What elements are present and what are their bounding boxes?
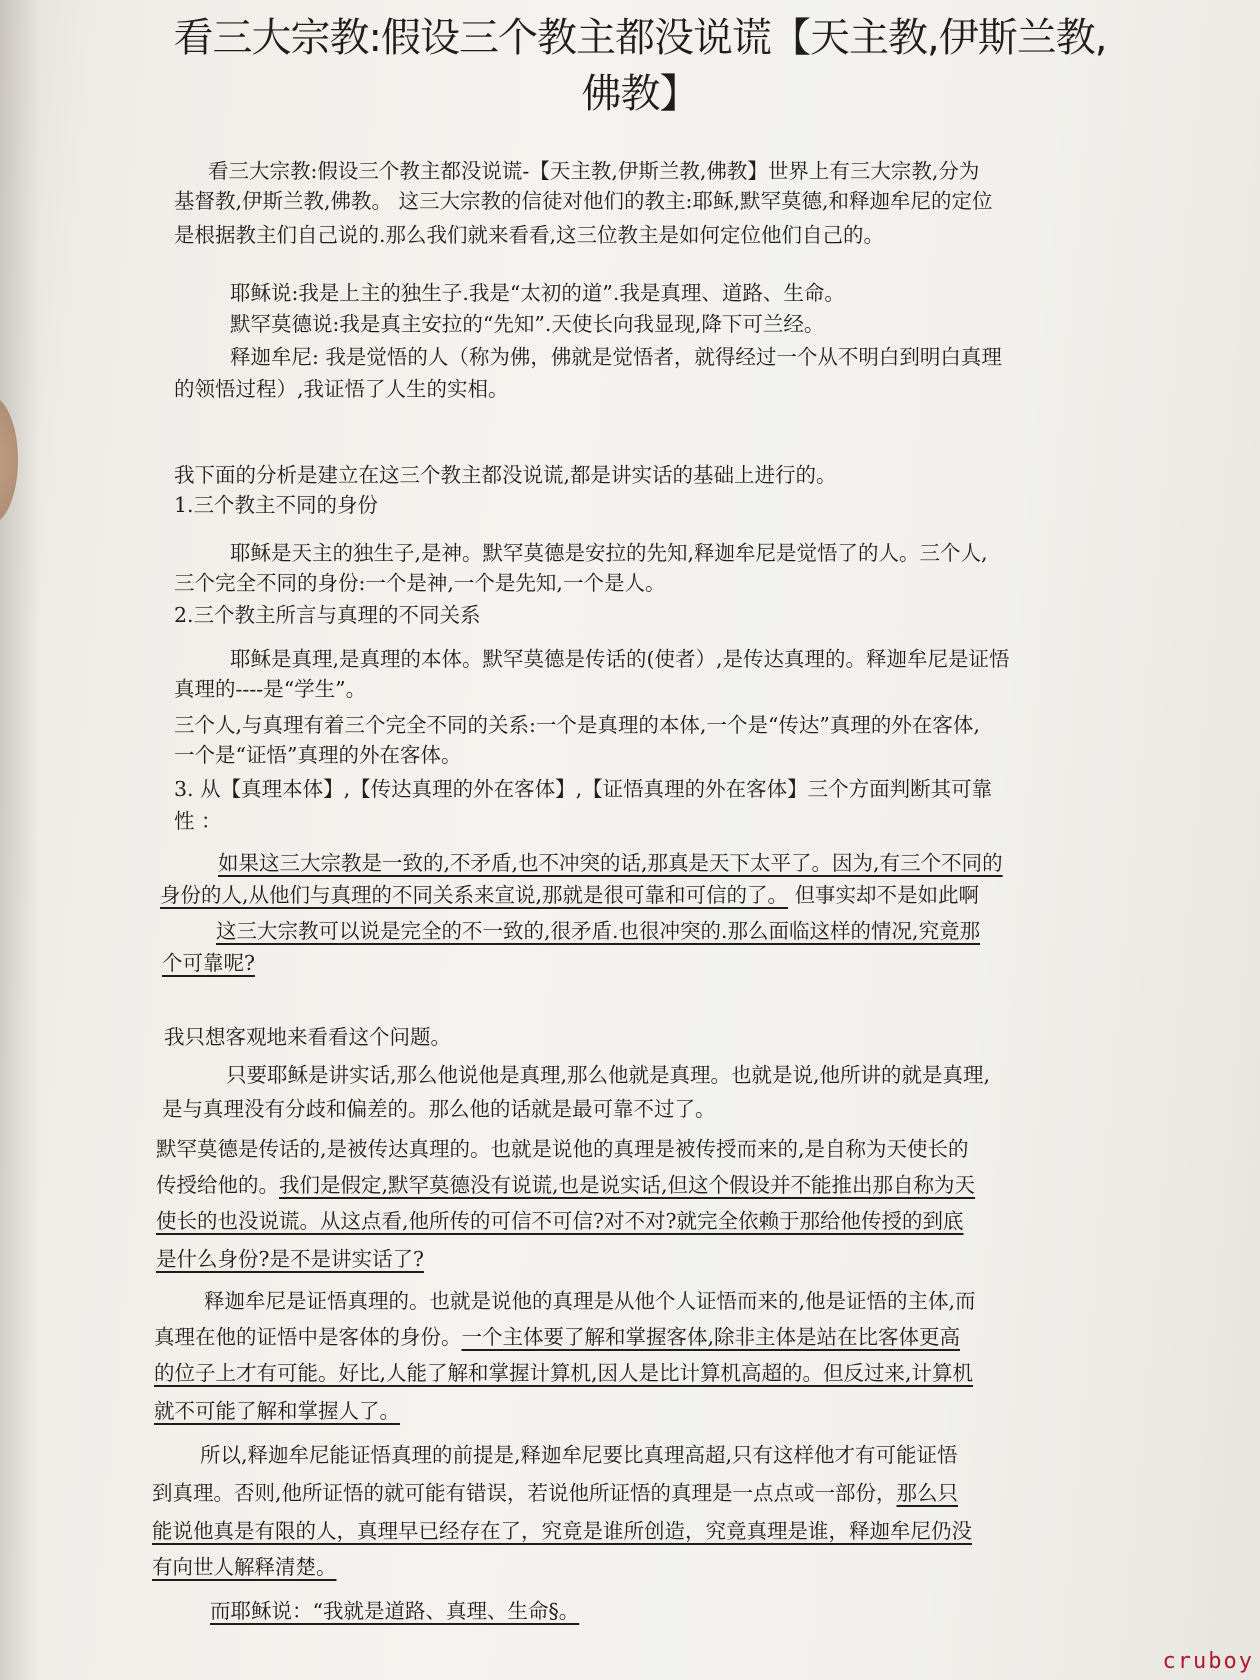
underlined-line: 能说他真是有限的人，真理早已经存在了，究竟是谁所创造，究竟真理是谁，释迦牟尼仍没 bbox=[152, 1519, 972, 1543]
paragraph-line bbox=[160, 880, 979, 910]
title-line-1: 看三大宗教:假设三个教主都没说谎【天主教,伊斯兰教, bbox=[173, 15, 1107, 61]
paragraph-line: 是与真理没有分歧和偏差的。那么他的话就是最可靠不过了。 bbox=[162, 1097, 716, 1121]
buddha-quote-cont: 的领悟过程）,我证悟了人生的实相。 bbox=[174, 377, 509, 401]
intro-line: 是根据教主们自己说的.那么我们就来看看,这三位教主是如何定位他们自己的。 bbox=[174, 223, 885, 247]
underlined-line: 个可靠呢? bbox=[162, 951, 255, 975]
document-page bbox=[150, 0, 1130, 1680]
paragraph-line: 三个人,与真理有着三个完全不同的关系:一个是真理的本体,一个是“传达”真理的外在客体, bbox=[174, 713, 980, 737]
paragraph-line bbox=[156, 1170, 975, 1200]
section-heading-2: 2.三个教主所言与真理的不同关系 bbox=[174, 603, 481, 627]
underlined-line: 而耶稣说：“我就是道路、真理、生命§。 bbox=[210, 1599, 580, 1623]
buddha-quote: 释迦牟尼: 我是觉悟的人（称为佛，佛就是觉悟者，就得经过一个从不明白到明白真理 bbox=[230, 345, 1002, 369]
muhammad-quote: 默罕莫德说:我是真主安拉的“先知”.天使长向我显现,降下可兰经。 bbox=[230, 312, 825, 336]
paragraph-line bbox=[152, 1478, 958, 1508]
paragraph-line: 一个是“证悟”真理的外在客体。 bbox=[174, 743, 462, 767]
document-title bbox=[150, 10, 1130, 122]
paragraph-line: 默罕莫德是传话的,是被传达真理的。也就是说他的真理是被传授而来的,是自称为天使长的 bbox=[156, 1137, 969, 1161]
plain-text: 传授给他的。 bbox=[156, 1173, 279, 1197]
paragraph-line: 我只想客观地来看看这个问题。 bbox=[164, 1025, 451, 1049]
intro-line: 基督教,伊斯兰教,佛教。 这三大宗教的信徒对他们的教主:耶稣,默罕莫德,和释迦牟尼的定位 bbox=[174, 189, 993, 213]
underlined-text: 一个主体要了解和掌握客体,除非主体是站在比客体更高 bbox=[461, 1325, 961, 1349]
plain-text: 但事实却不是如此啊 bbox=[794, 883, 980, 907]
paragraph-line: 耶稣是天主的独生子,是神。默罕莫德是安拉的先知,释迦牟尼是觉悟了的人。三个人, bbox=[230, 541, 988, 565]
section-heading-3: 3. 从【真理本体】,【传达真理的外在客体】,【证悟真理的外在客体】三个方面判断其可靠 bbox=[174, 777, 993, 801]
intro-line: 看三大宗教:假设三个教主都没说谎-【天主教,伊斯兰教,佛教】世界上有三大宗教,分为 bbox=[208, 159, 980, 183]
paragraph-line: 耶稣是真理,是真理的本体。默罕莫德是传话的(使者）,是传达真理的。释迦牟尼是证悟 bbox=[230, 647, 1010, 671]
paragraph-line: 所以,释迦牟尼能证悟真理的前提是,释迦牟尼要比真理高超,只有这样他才有可能证悟 bbox=[200, 1443, 958, 1467]
underlined-text: 身份的人,从他们与真理的不同关系来宣说,那就是很可靠和可信的了。 bbox=[160, 883, 789, 907]
paragraph-line: 三个完全不同的身份:一个是神,一个是先知,一个是人。 bbox=[174, 571, 666, 595]
underlined-line: 如果这三大宗教是一致的,不矛盾,也不冲突的话,那真是天下太平了。因为,有三个不同的 bbox=[218, 851, 1003, 875]
section-heading-3-cont: 性 ： bbox=[174, 809, 222, 833]
watermark: cruboy bbox=[1162, 1649, 1254, 1674]
paragraph-line: 真理的----是“学生”。 bbox=[174, 677, 367, 701]
underlined-text: 那么只 bbox=[896, 1481, 959, 1505]
underlined-text: 我们是假定,默罕莫德没有说谎,也是说实话,但这个假设并不能推出那自称为天 bbox=[279, 1173, 976, 1197]
underlined-line: 使长的也没说谎。从这点看,他所传的可信不可信?对不对?就完全依赖于那给他传授的到底 bbox=[156, 1209, 964, 1233]
analysis-premise: 我下面的分析是建立在这三个教主都没说谎,都是讲实话的基础上进行的。 bbox=[174, 463, 837, 487]
page-edge-shadow bbox=[0, 0, 40, 1680]
paragraph-line bbox=[154, 1322, 960, 1352]
paragraph-line: 释迦牟尼是证悟真理的。也就是说他的真理是从他个人证悟而来的,他是证悟的主体,而 bbox=[204, 1289, 976, 1313]
plain-text: 真理在他的证悟中是客体的身份。 bbox=[154, 1325, 462, 1349]
plain-text: 到真理。否则,他所证悟的就可能有错误，若说他所证悟的真理是一点点或一部份， bbox=[152, 1481, 897, 1505]
title-line-2: 佛教】 bbox=[581, 71, 699, 117]
underlined-line: 就不可能了解和掌握人了。 bbox=[154, 1399, 400, 1423]
underlined-line: 是什么身份?是不是讲实话了? bbox=[156, 1247, 424, 1271]
section-heading-1: 1.三个教主不同的身份 bbox=[174, 493, 379, 517]
underlined-line: 有向世人解释清楚。 bbox=[152, 1555, 337, 1579]
underlined-line: 这三大宗教可以说是完全的不一致的,很矛盾.也很冲突的.那么面临这样的情况,究竟那 bbox=[216, 919, 981, 943]
jesus-quote: 耶稣说:我是上主的独生子.我是“太初的道”.我是真理、道路、生命。 bbox=[230, 281, 845, 305]
paragraph-line: 只要耶稣是讲实话,那么他说他是真理,那么他就是真理。也就是说,他所讲的就是真理, bbox=[226, 1063, 991, 1087]
underlined-line: 的位子上才有可能。好比,人能了解和掌握计算机,因人是比计算机高超的。但反过来,计算机 bbox=[154, 1361, 974, 1385]
